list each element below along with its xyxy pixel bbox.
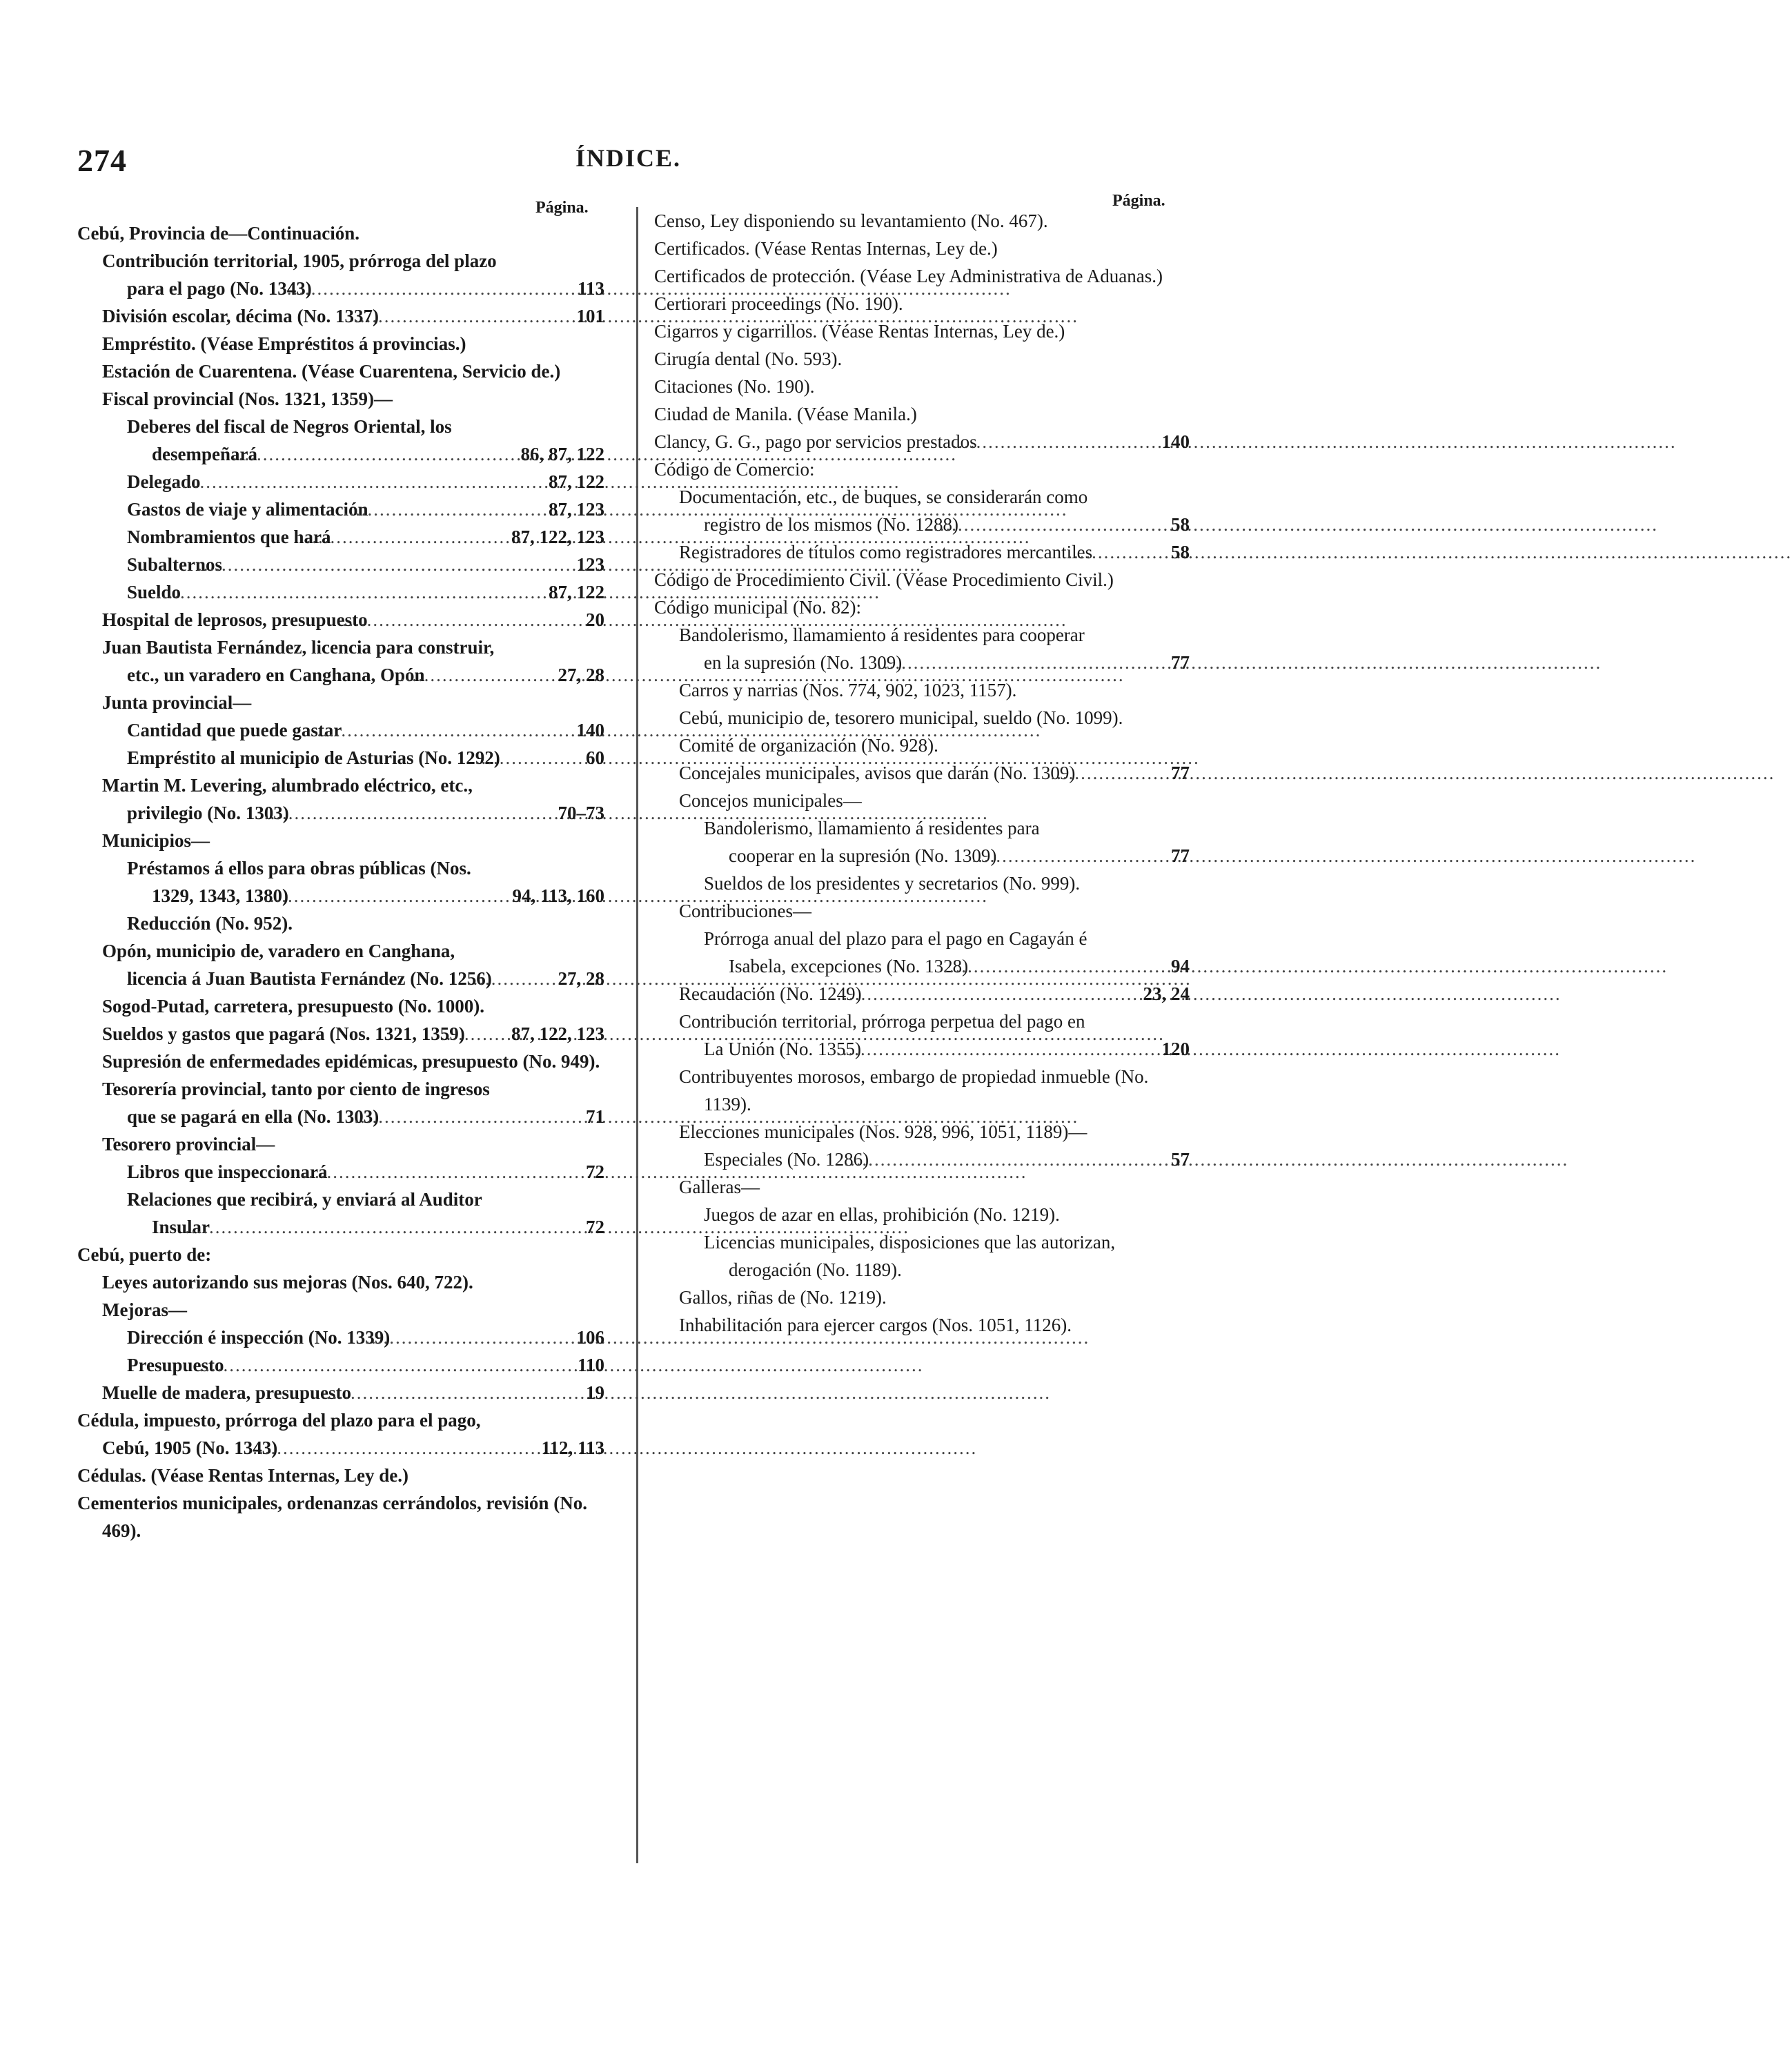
index-entry [77, 413, 604, 468]
index-entry-page: 87, 122 [549, 582, 604, 602]
index-entry [654, 290, 1190, 317]
index-entry [77, 854, 604, 910]
index-entry [77, 385, 604, 413]
index-entry [77, 634, 604, 689]
index-entry-text: Cantidad que puede gastar ..... [152, 716, 508, 744]
index-entry [77, 1048, 604, 1075]
index-entry [77, 302, 604, 330]
index-entry-text: Concejales municipales, avisos que darán (No. 1309) ..... [704, 759, 1093, 787]
index-entry-page: 86, 87, 122 [520, 444, 604, 464]
index-column-left [77, 219, 604, 1544]
index-entry [77, 551, 604, 578]
index-entry-page: 87, 122, 123 [511, 527, 604, 547]
index-entry-text: Contribución territorial, prórroga perpetua del pago en La Unión (No. 1355) ..... [704, 1008, 1093, 1063]
index-entry-page: 58 [1171, 514, 1190, 535]
index-entry [77, 495, 604, 523]
index-entry [77, 744, 604, 772]
index-entry-text: Tesorería provincial, tanto por ciento de ingresos que se pagará en ella (No. 1303) ..... [127, 1075, 508, 1130]
page-column-label-right: Página. [1112, 192, 1165, 210]
index-entry-text: Certificados. (Véase Rentas Internas, Ley de.) [654, 238, 998, 259]
index-entry-page: 94, 113, 160 [512, 885, 604, 906]
index-entry-text: Sueldos y gastos que pagará (Nos. 1321, 1359) ..... [127, 1020, 508, 1048]
index-entry-text: Relaciones que recibirá, y enviará al Auditor Insular ..... [152, 1186, 508, 1241]
index-entry [77, 1489, 604, 1544]
index-entry [654, 1146, 1190, 1173]
index-entry-page: 140 [1161, 431, 1190, 452]
index-entry-text: Presupuesto ..... [152, 1351, 508, 1379]
index-entry-page: 87, 122 [549, 471, 604, 492]
index-entry [654, 593, 1190, 621]
index-entry [654, 787, 1190, 814]
index-entry [654, 483, 1190, 538]
index-entry-page: 113 [577, 278, 604, 299]
index-entry [77, 578, 604, 606]
index-entry-text: Citaciones (No. 190). [654, 376, 815, 397]
index-entry [77, 992, 604, 1020]
index-entry-text: Certiorari proceedings (No. 190). [654, 293, 903, 314]
index-entry-text: Delegado ..... [152, 468, 508, 495]
index-entry-text: Bandolerismo, llamamiento á residentes para cooperar en la supresión (No. 1309) ..... [704, 621, 1093, 676]
index-entry-text: Gallos, riñas de (No. 1219). [679, 1287, 887, 1308]
index-entry-page: 87, 123 [549, 499, 604, 520]
index-entry-page: 77 [1171, 845, 1190, 866]
index-entry-text: Elecciones municipales (Nos. 928, 996, 1051, 1189)— [679, 1121, 1087, 1142]
index-entry [77, 1241, 604, 1268]
index-entry-page: 60 [586, 747, 604, 768]
index-entry [77, 468, 604, 495]
index-entry-text: Recaudación (No. 1249) ..... [704, 980, 1093, 1008]
index-entry-text: Galleras— [679, 1177, 760, 1197]
index-entry [654, 1008, 1190, 1063]
index-entry [77, 357, 604, 385]
index-entry-page: 123 [576, 554, 604, 575]
index-entry [654, 980, 1190, 1008]
index-entry [654, 428, 1190, 455]
index-entry-text: Juan Bautista Fernández, licencia para construir, etc., un varadero en Canghana, Opón ..... [127, 634, 508, 689]
index-entry-text: Registradores de títulos como registradores mercantiles ..... [704, 538, 1093, 566]
index-entry [77, 1075, 604, 1130]
index-entry-text: Cirugía dental (No. 593). [654, 348, 843, 369]
index-entry-text: Especiales (No. 1286) ..... [729, 1146, 1093, 1173]
index-entry [654, 538, 1190, 566]
index-entry [77, 716, 604, 744]
index-entry [77, 772, 604, 827]
index-entry-page: 71 [586, 1106, 604, 1127]
index-entry-text: Préstamos á ellos para obras públicas (Nos. 1329, 1343, 1380) ..... [152, 854, 508, 910]
index-entry-text: Carros y narrias (Nos. 774, 902, 1023, 1157). [679, 680, 1017, 700]
index-entry-text: Documentación, etc., de buques, se considerarán como registro de los mismos (No. 1288) ..... [704, 483, 1093, 538]
index-entry-text: Cebú, municipio de, tesorero municipal, sueldo (No. 1099). [679, 707, 1123, 728]
index-entry-text: Censo, Ley disponiendo su levantamiento (No. 467). [654, 210, 1048, 231]
index-entry-page: 70–73 [558, 803, 604, 823]
index-entry [654, 1284, 1190, 1311]
index-entry [77, 330, 604, 357]
index-entry [654, 897, 1190, 925]
index-entry [77, 689, 604, 716]
index-entry [654, 566, 1190, 593]
index-entry-text: Empréstito. (Véase Empréstitos á provincias.) [102, 333, 466, 354]
index-entry [654, 870, 1190, 897]
index-entry-text: Cédulas. (Véase Rentas Internas, Ley de.) [77, 1465, 408, 1486]
index-entry-text: Cebú, puerto de: [77, 1244, 212, 1265]
running-title: ÍNDICE. [575, 144, 682, 172]
index-entry-text: Cédula, impuesto, prórroga del plazo para el pago, Cebú, 1905 (No. 1343) ..... [102, 1406, 508, 1462]
index-entry [654, 317, 1190, 345]
index-entry [654, 731, 1190, 759]
index-entry-text: Licencias municipales, disposiciones que las autorizan, derogación (No. 1189). [704, 1232, 1116, 1280]
index-entry-page: 77 [1171, 763, 1190, 783]
index-entry-page: 27, 28 [558, 665, 604, 685]
index-entry-text: Tesorero provincial— [102, 1134, 275, 1155]
index-entry [77, 606, 604, 634]
index-entry-text: Concejos municipales— [679, 790, 862, 811]
index-entry [77, 1296, 604, 1324]
index-entry-text: Municipios— [102, 830, 210, 851]
index-entry [654, 1228, 1190, 1284]
index-entry-page: 94 [1171, 956, 1190, 976]
index-entry [654, 1311, 1190, 1339]
index-entry-text: Mejoras— [102, 1299, 187, 1320]
index-entry [654, 759, 1190, 787]
index-entry [654, 373, 1190, 400]
index-entry [77, 1186, 604, 1241]
index-entry-text: Contribuciones— [679, 901, 811, 921]
index-entry-page: 140 [576, 720, 604, 740]
index-entry-page: 112, 113 [541, 1437, 604, 1458]
index-entry-text: Juegos de azar en ellas, prohibición (No. 1219). [704, 1204, 1060, 1225]
page-column-label-left: Página. [535, 199, 589, 217]
index-entry-text: Sueldos de los presidentes y secretarios (No. 999). [704, 873, 1081, 894]
index-entry-text: División escolar, décima (No. 1337) ..... [127, 302, 508, 330]
index-entry [654, 925, 1190, 980]
index-entry-text: Contribuyentes morosos, embargo de propiedad inmueble (No. 1139). [679, 1066, 1149, 1115]
index-column-right [654, 207, 1190, 1339]
index-entry [654, 704, 1190, 731]
index-entry [77, 1406, 604, 1462]
index-entry-text: Gastos de viaje y alimentación ..... [152, 495, 508, 523]
index-entry [654, 676, 1190, 704]
index-entry-page: 57 [1171, 1149, 1190, 1170]
index-entry [77, 827, 604, 854]
index-entry [77, 523, 604, 551]
index-entry-page: 19 [586, 1382, 604, 1403]
index-entry-text: Opón, municipio de, varadero en Canghana, licencia á Juan Bautista Fernández (No. 1256) ..... [127, 937, 508, 992]
index-entry-page: 110 [577, 1355, 604, 1375]
index-entry-text: Muelle de madera, presupuesto ..... [127, 1379, 508, 1406]
index-entry-text: Contribución territorial, 1905, prórroga del plazo para el pago (No. 1343) ..... [127, 247, 508, 302]
index-entry-text: Martin M. Levering, alumbrado eléctrico, etc., privilegio (No. 1303) ..... [127, 772, 508, 827]
index-entry-text: Subalternos ..... [152, 551, 508, 578]
index-entry [77, 1020, 604, 1048]
index-entry [654, 235, 1190, 262]
index-entry [77, 1379, 604, 1406]
index-entry [654, 1063, 1190, 1118]
index-entry [77, 1130, 604, 1158]
index-entry [77, 247, 604, 302]
index-entry-text: Cigarros y cigarrillos. (Véase Rentas Internas, Ley de.) [654, 321, 1065, 342]
index-entry-text: Código municipal (No. 82): [654, 597, 861, 618]
index-entry [77, 1351, 604, 1379]
index-entry-page: 58 [1171, 542, 1190, 562]
index-entry-page: 72 [586, 1217, 604, 1237]
index-entry [77, 219, 604, 247]
page-number: 274 [77, 143, 127, 178]
index-entry [77, 1268, 604, 1296]
index-entry-text: Cementerios municipales, ordenanzas cerrándolos, revisión (No. 469). [77, 1493, 587, 1541]
index-entry-text: Bandolerismo, llamamiento á residentes para cooperar en la supresión (No. 1309) ..... [729, 814, 1093, 870]
index-entry [77, 937, 604, 992]
index-entry-text: Comité de organización (No. 928). [679, 735, 938, 756]
index-entry-text: Fiscal provincial (Nos. 1321, 1359)— [102, 389, 393, 409]
index-entry-text: Estación de Cuarentena. (Véase Cuarentena, Servicio de.) [102, 361, 561, 382]
index-entry-text: Cebú, Provincia de—Continuación. [77, 223, 360, 244]
index-entry [77, 1462, 604, 1489]
index-entry [654, 1118, 1190, 1146]
index-entry-text: Certificados de protección. (Véase Ley Administrativa de Aduanas.) [654, 266, 1163, 286]
index-entry-page: 72 [586, 1161, 604, 1182]
index-entry-text: Clancy, G. G., pago por servicios prestados ..... [679, 428, 1093, 455]
index-entry [654, 621, 1190, 676]
index-entry-page: 23, 24 [1143, 983, 1190, 1004]
index-entry-text: Junta provincial— [102, 692, 252, 713]
index-entry-text: Empréstito al municipio de Asturias (No. 1292) ..... [152, 744, 508, 772]
index-entry-page: 101 [576, 306, 604, 326]
index-entry-page: 106 [576, 1327, 604, 1348]
index-entry-page: 27, 28 [558, 968, 604, 989]
index-entry-text: Supresión de enfermedades epidémicas, presupuesto (No. 949). [102, 1051, 600, 1072]
index-entry-text: Código de Comercio: [654, 459, 815, 480]
index-entry [654, 455, 1190, 483]
index-entry-text: Hospital de leprosos, presupuesto ..... [127, 606, 508, 634]
index-entry [654, 814, 1190, 870]
index-entry-text: Nombramientos que hará ..... [152, 523, 508, 551]
index-entry-text: Leyes autorizando sus mejoras (Nos. 640, 722). [102, 1272, 473, 1293]
index-entry-text: Deberes del fiscal de Negros Oriental, los desempeñará ..... [152, 413, 508, 468]
index-entry-text: Sogod-Putad, carretera, presupuesto (No. 1000). [102, 996, 484, 1017]
index-entry [654, 207, 1190, 235]
index-entry-text: Libros que inspeccionará ..... [152, 1158, 508, 1186]
index-entry [77, 1324, 604, 1351]
index-entry [654, 262, 1190, 290]
index-entry-page: 20 [586, 609, 604, 630]
index-entry-page: 120 [1161, 1039, 1190, 1059]
index-entry-text: Inhabilitación para ejercer cargos (Nos. 1051, 1126). [679, 1315, 1072, 1335]
index-entry [654, 400, 1190, 428]
index-entry-text: Dirección é inspección (No. 1339) ..... [152, 1324, 508, 1351]
index-entry [77, 910, 604, 937]
index-entry-text: Reducción (No. 952). [127, 913, 293, 934]
index-entry-text: Prórroga anual del plazo para el pago en Cagayán é Isabela, excepciones (No. 1328) ..... [729, 925, 1093, 980]
index-entry [654, 1201, 1190, 1228]
index-entry [654, 345, 1190, 373]
index-entry-text: Ciudad de Manila. (Véase Manila.) [654, 404, 917, 424]
index-entry [654, 1173, 1190, 1201]
index-entry [77, 1158, 604, 1186]
index-entry-text: Sueldo ..... [152, 578, 508, 606]
index-entry-text: Código de Procedimiento Civil. (Véase Procedimiento Civil.) [654, 569, 1114, 590]
index-entry-page: 87, 122, 123 [511, 1023, 604, 1044]
index-entry-page: 77 [1171, 652, 1190, 673]
